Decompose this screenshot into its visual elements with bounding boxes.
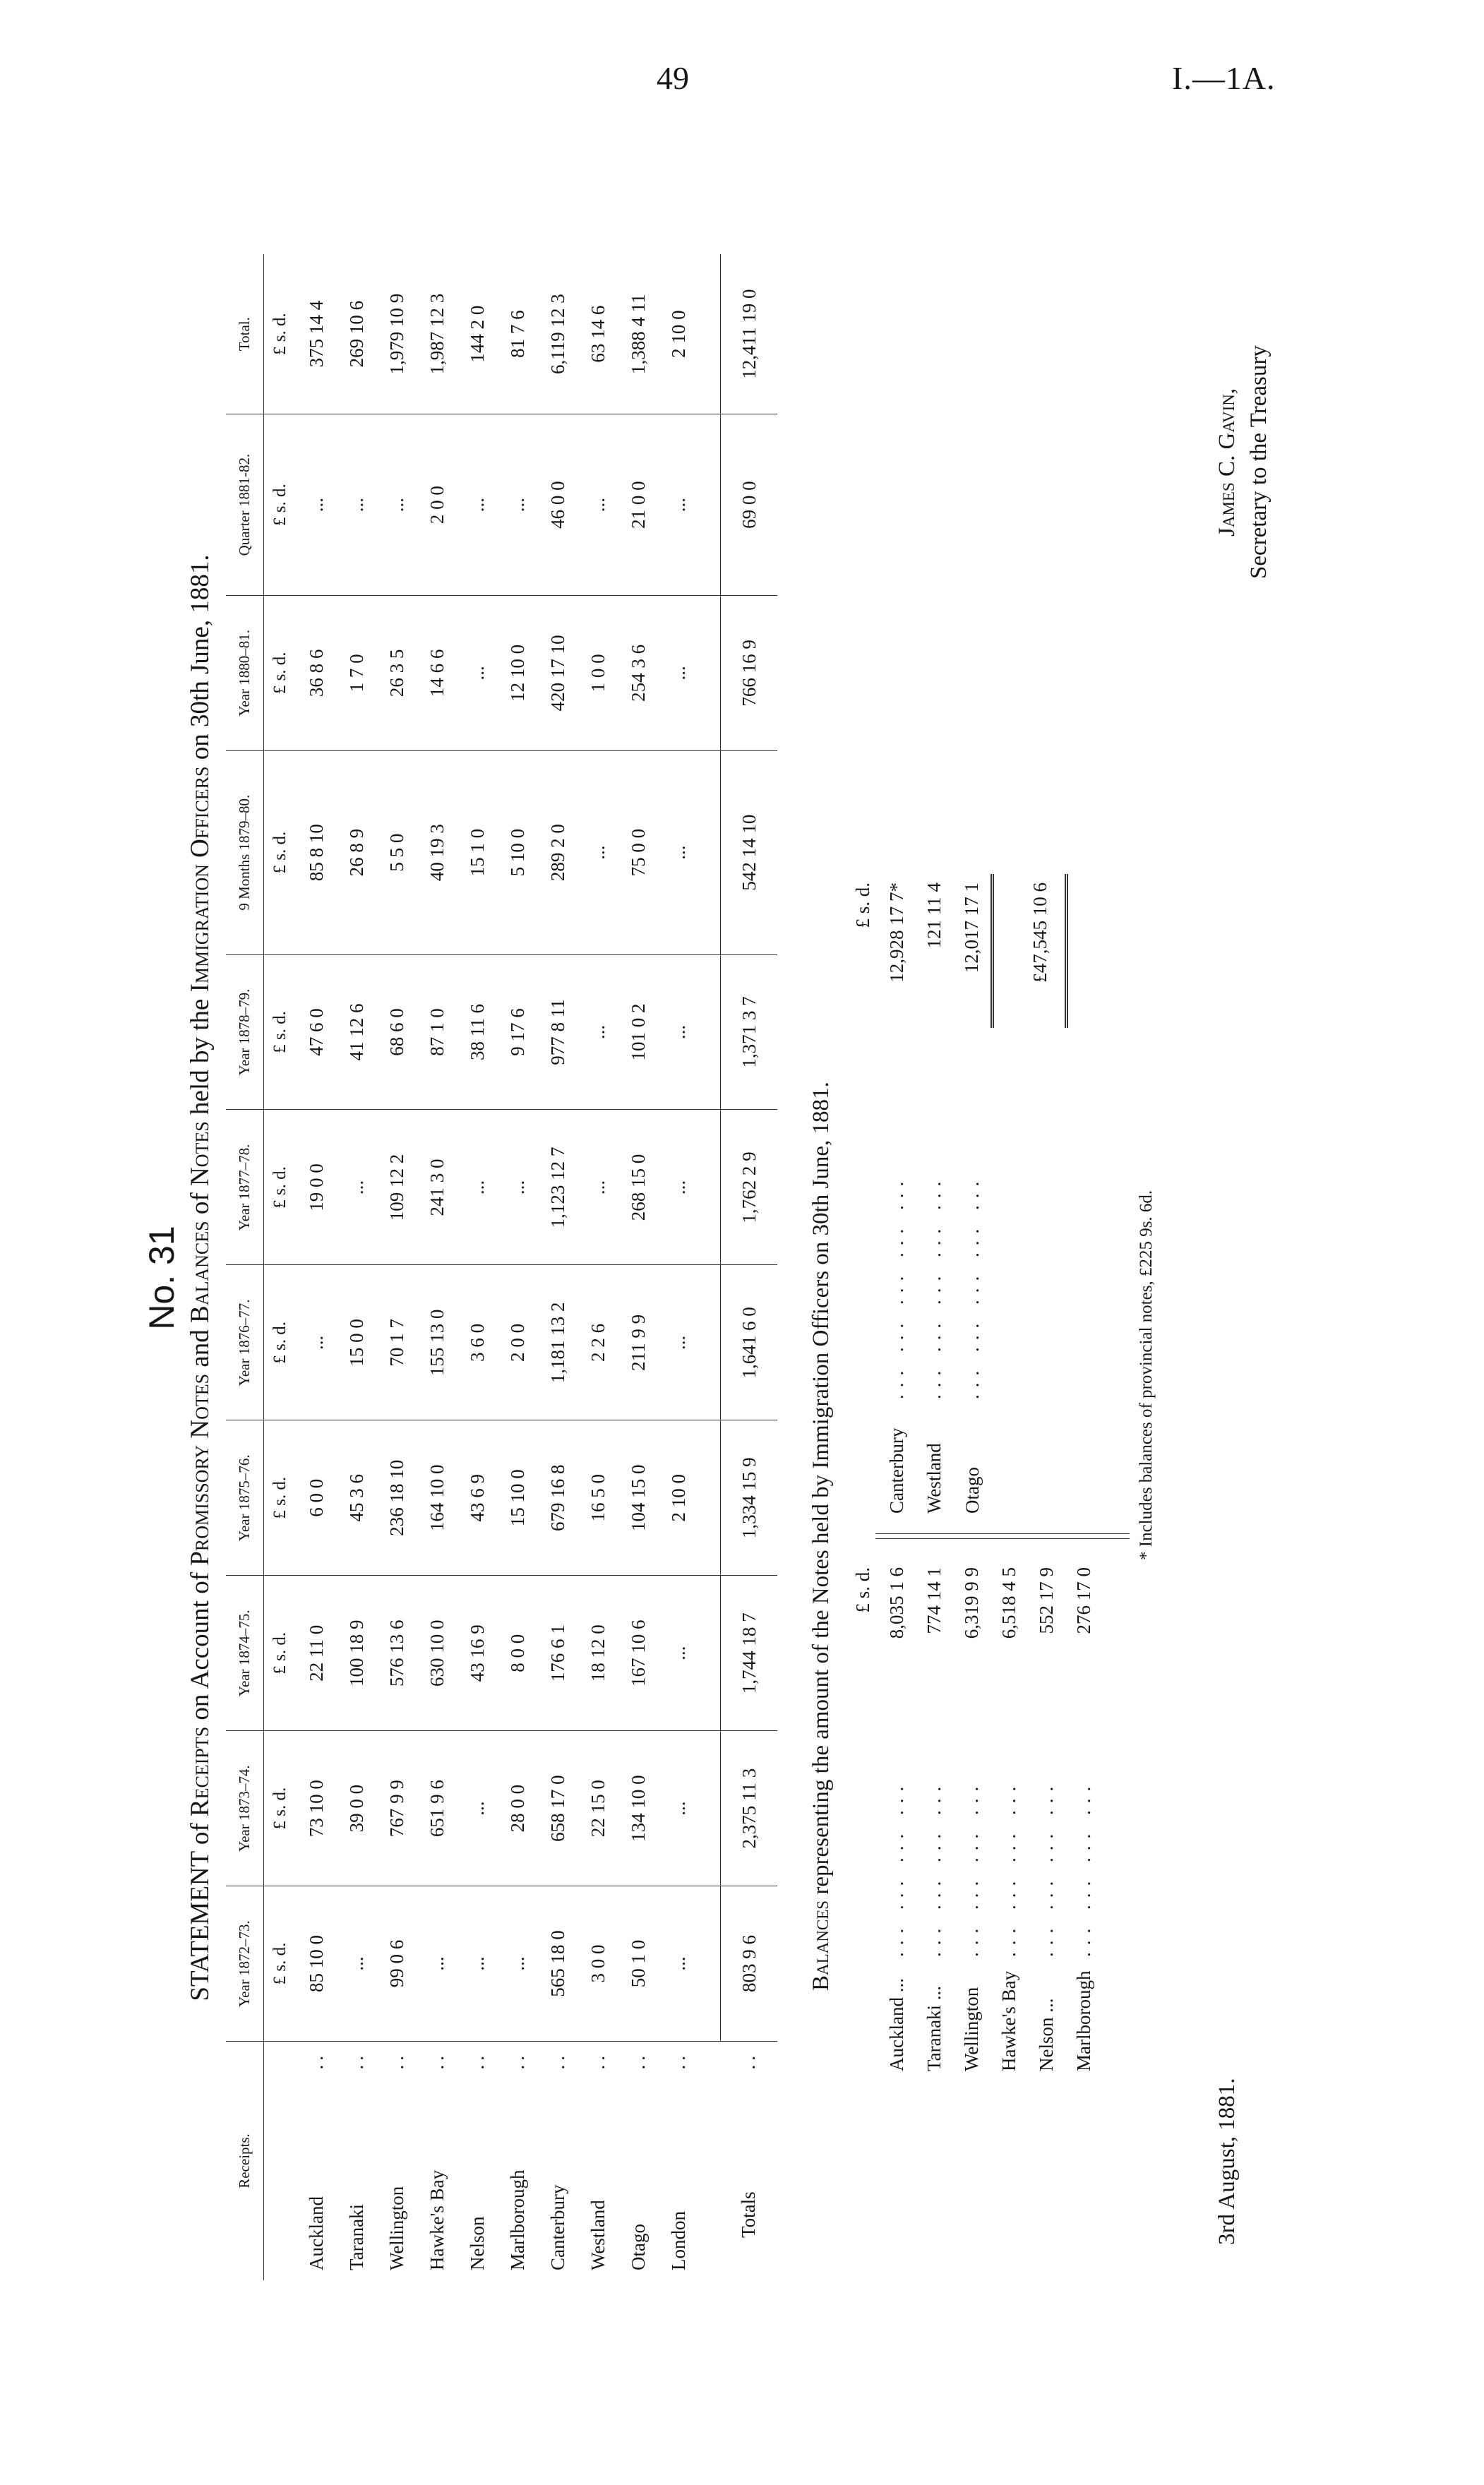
table-cell: 767 9 9 xyxy=(377,1731,417,1886)
table-cell: 50 1 0 xyxy=(618,1886,659,2042)
table-cell: ... xyxy=(659,1731,699,1886)
table-cell: 47 6 0 xyxy=(297,954,337,1110)
table-cell: 420 17 10 xyxy=(538,595,578,750)
table-cell: ... xyxy=(457,414,498,596)
balance-place: Auckland ... xyxy=(886,1978,907,2071)
table-cell: 3 6 0 xyxy=(457,1265,498,1420)
table-cell: 565 18 0 xyxy=(538,1886,578,2042)
row-label: London .. xyxy=(668,2052,689,2270)
table-row xyxy=(618,254,659,2280)
balance-row xyxy=(1065,1556,1103,2076)
table-cell: 1,388 4 11 xyxy=(618,254,659,414)
balance-amount: 12,928 17 7* xyxy=(886,882,907,983)
balance-place: Taranaki ... xyxy=(923,1985,945,2071)
balance-amount: 8,035 1 6 xyxy=(886,1567,907,1639)
table-cell: 211 9 9 xyxy=(618,1265,659,1420)
balance-place: Marlborough xyxy=(1073,1970,1094,2071)
table-cell: 43 6 9 xyxy=(457,1420,498,1576)
units-label: £ s. d. xyxy=(264,254,297,414)
document-reference: I.—1A. xyxy=(1172,60,1276,96)
table-cell: ... xyxy=(297,1265,337,1420)
table-cell: ... xyxy=(377,414,417,596)
table-cell: 3 0 0 xyxy=(578,1886,618,2042)
total-cell: 1,334 15 9 xyxy=(721,1420,778,1576)
table-cell: 576 13 6 xyxy=(377,1576,417,1731)
table-cell: 8 0 0 xyxy=(498,1576,538,1731)
table-row xyxy=(417,254,457,2280)
table-cell: 15 1 0 xyxy=(457,750,498,954)
table-cell: 22 11 0 xyxy=(297,1576,337,1731)
table-cell: ... xyxy=(498,414,538,596)
balance-row xyxy=(1028,1556,1065,2076)
balance-amount: 276 17 0 xyxy=(1073,1567,1094,1634)
table-header-row xyxy=(226,254,264,2280)
table-cell: 43 16 9 xyxy=(457,1576,498,1731)
balances-left-table xyxy=(847,1556,1103,2076)
totals-row xyxy=(721,254,778,2280)
row-label: Westland .. xyxy=(587,2052,609,2270)
table-cell: 15 0 0 xyxy=(337,1265,377,1420)
total-cell: 542 14 10 xyxy=(721,750,778,954)
column-header: Year 1872–73. xyxy=(226,1886,264,2042)
footnote: * Includes balances of provincial notes, £225 9s. 6d. xyxy=(1137,1190,1156,1560)
table-cell: ... xyxy=(457,1886,498,2042)
table-cell: 1,987 12 3 xyxy=(417,254,457,414)
units-label: £ s. d. xyxy=(264,1886,297,2042)
signature-title: Secretary to the Treasury xyxy=(1246,345,1271,579)
table-cell: 144 2 0 xyxy=(457,254,498,414)
balance-place: Westland xyxy=(923,1443,945,1514)
balance-row xyxy=(953,874,993,1518)
table-cell: 658 17 0 xyxy=(538,1731,578,1886)
total-cell: 2,375 11 3 xyxy=(721,1731,778,1886)
column-divider xyxy=(875,1533,1130,1539)
column-header: Year 1880–81. xyxy=(226,595,264,750)
table-cell: ... xyxy=(659,414,699,596)
table-cell: 2 10 0 xyxy=(659,254,699,414)
balance-amount: 121 11 4 xyxy=(923,882,945,949)
column-header: Year 1875–76. xyxy=(226,1420,264,1576)
table-cell: 651 9 6 xyxy=(417,1731,457,1886)
row-label: Otago .. xyxy=(628,2052,649,2270)
total-cell: 766 16 9 xyxy=(721,595,778,750)
leader-dots: ... ... ... ... xyxy=(961,1779,982,1957)
table-cell: 977 8 11 xyxy=(538,954,578,1110)
units-label: £ s. d. xyxy=(264,750,297,954)
leader-dots: ... ... ... ... xyxy=(923,1779,945,1957)
table-cell: ... xyxy=(457,595,498,750)
units-label: £ s. d. xyxy=(264,1265,297,1420)
leader-dots: ... ... ... ... xyxy=(886,1779,907,1957)
page-number: 49 xyxy=(657,60,689,96)
table-cell: 46 0 0 xyxy=(538,414,578,596)
table-cell: 85 8 10 xyxy=(297,750,337,954)
table-cell: 63 14 6 xyxy=(578,254,618,414)
column-header: Year 1878–79. xyxy=(226,954,264,1110)
total-cell: 1,641 6 0 xyxy=(721,1265,778,1420)
table-cell: ... xyxy=(337,1886,377,2042)
balance-amount: 6,518 4 5 xyxy=(998,1567,1019,1639)
table-cell: 41 12 6 xyxy=(337,954,377,1110)
units-label: £ s. d. xyxy=(264,414,297,596)
table-cell: ... xyxy=(457,1731,498,1886)
table-cell: 39 0 0 xyxy=(337,1731,377,1886)
row-label: Canterbury .. xyxy=(547,2052,568,2270)
table-cell: 109 12 2 xyxy=(377,1110,417,1265)
table-cell: 87 1 0 xyxy=(417,954,457,1110)
table-row xyxy=(297,254,337,2280)
table-cell: 21 0 0 xyxy=(618,414,659,596)
table-cell: ... xyxy=(498,1886,538,2042)
total-cell: 1,744 18 7 xyxy=(721,1576,778,1731)
table-cell: 100 18 9 xyxy=(337,1576,377,1731)
table-cell: ... xyxy=(297,414,337,596)
table-cell: 26 8 9 xyxy=(337,750,377,954)
table-cell: 269 10 6 xyxy=(337,254,377,414)
units-label: £ s. d. xyxy=(264,1731,297,1886)
balances-total-row xyxy=(993,874,1067,1518)
units-label: £ s. d. xyxy=(264,954,297,1110)
table-cell: 36 8 6 xyxy=(297,595,337,750)
table-cell: 679 16 8 xyxy=(538,1420,578,1576)
leader-dots: ... ... ... ... xyxy=(1036,1779,1057,1957)
balance-amount: 6,319 9 9 xyxy=(961,1567,982,1639)
table-cell: 19 0 0 xyxy=(297,1110,337,1265)
table-cell: 26 3 5 xyxy=(377,595,417,750)
row-label: Marlborough .. xyxy=(507,2052,528,2270)
table-cell: 5 5 0 xyxy=(377,750,417,954)
balances-left-rows xyxy=(878,1556,1103,2076)
table-cell: ... xyxy=(659,1576,699,1731)
column-header: Quarter 1881-82. xyxy=(226,414,264,596)
table-cell: ... xyxy=(498,1110,538,1265)
table-cell: ... xyxy=(659,595,699,750)
table-row xyxy=(659,254,699,2280)
table-cell: 85 10 0 xyxy=(297,1886,337,2042)
balances-title: Balances representing the amount of the Notes held by Immigration Officers on 30th June, 1881. xyxy=(808,1082,834,1991)
table-cell: ... xyxy=(659,954,699,1110)
table-cell: 167 10 6 xyxy=(618,1576,659,1731)
table-row xyxy=(538,254,578,2280)
table-cell: ... xyxy=(337,1110,377,1265)
table-row xyxy=(337,254,377,2280)
balance-amount: 774 14 1 xyxy=(923,1567,945,1634)
table-cell: ... xyxy=(337,414,377,596)
row-label: Wellington .. xyxy=(386,2052,407,2270)
table-cell: ... xyxy=(659,750,699,954)
table-cell: 22 15 0 xyxy=(578,1731,618,1886)
table-cell: 1 7 0 xyxy=(337,595,377,750)
row-label: Nelson .. xyxy=(467,2052,488,2270)
total-cell: 69 0 0 xyxy=(721,414,778,596)
units-label: £ s. d. xyxy=(264,1576,297,1731)
balance-row xyxy=(878,874,916,1518)
balance-row xyxy=(991,1556,1028,2076)
leader-dots: ... ... ... ... ... xyxy=(962,1174,983,1399)
column-header: Total. xyxy=(226,254,264,414)
total-cell: 1,762 2 9 xyxy=(721,1110,778,1265)
table-row xyxy=(457,254,498,2280)
table-cell: 99 0 6 xyxy=(377,1886,417,2042)
table-cell: 1 0 0 xyxy=(578,595,618,750)
table-cell: 45 3 6 xyxy=(337,1420,377,1576)
table-cell: 12 10 0 xyxy=(498,595,538,750)
table-cell: 101 0 2 xyxy=(618,954,659,1110)
table-cell: 2 0 0 xyxy=(417,414,457,596)
table-cell: 28 0 0 xyxy=(498,1731,538,1886)
balances-right-rows xyxy=(878,874,993,1518)
table-row xyxy=(498,254,538,2280)
table-cell: 6 0 0 xyxy=(297,1420,337,1576)
balance-place: Hawke's Bay xyxy=(998,1970,1019,2071)
table-cell: 375 14 4 xyxy=(297,254,337,414)
table-cell: 241 3 0 xyxy=(417,1110,457,1265)
table-cell: 236 18 10 xyxy=(377,1420,417,1576)
leader-dots: ... ... ... ... ... xyxy=(923,1174,945,1399)
table-cell: 155 13 0 xyxy=(417,1265,457,1420)
table-cell: 70 1 7 xyxy=(377,1265,417,1420)
receipt-rows xyxy=(297,254,699,2280)
rotated-sheet xyxy=(141,127,1313,2301)
table-row xyxy=(377,254,417,2280)
table-cell: ... xyxy=(578,1110,618,1265)
table-cell: 68 6 0 xyxy=(377,954,417,1110)
balance-row xyxy=(878,1556,916,2076)
table-cell: ... xyxy=(417,1886,457,2042)
column-header: Year 1873–74. xyxy=(226,1731,264,1886)
column-header: 9 Months 1879–80. xyxy=(226,750,264,954)
balances-right-table xyxy=(847,874,1068,1518)
leader-dots: ... ... ... ... xyxy=(998,1779,1019,1957)
units-label: £ s. d. xyxy=(851,882,873,928)
table-cell: 134 10 0 xyxy=(618,1731,659,1886)
table-cell: 2 10 0 xyxy=(659,1420,699,1576)
receipts-table xyxy=(226,254,777,2280)
table-cell: 73 10 0 xyxy=(297,1731,337,1886)
units-label: £ s. d. xyxy=(851,1567,873,1613)
table-cell: 38 11 6 xyxy=(457,954,498,1110)
row-label: Taranaki .. xyxy=(346,2052,367,2270)
table-cell: 1,979 10 9 xyxy=(377,254,417,414)
table-cell: ... xyxy=(578,954,618,1110)
balance-row xyxy=(916,874,953,1518)
table-row xyxy=(578,254,618,2280)
column-header: Year 1876–77. xyxy=(226,1265,264,1420)
document-number: No. 31 xyxy=(142,1226,181,1330)
units-row xyxy=(264,254,297,2280)
table-cell: 2 2 6 xyxy=(578,1265,618,1420)
table-cell: ... xyxy=(659,1110,699,1265)
units-label: £ s. d. xyxy=(264,1420,297,1576)
table-cell: 164 10 0 xyxy=(417,1420,457,1576)
units-label: £ s. d. xyxy=(264,595,297,750)
signature-name: James C. Gavin, xyxy=(1214,388,1240,537)
leader-dots: ... ... ... ... xyxy=(1073,1779,1094,1957)
table-cell: 630 10 0 xyxy=(417,1576,457,1731)
table-cell: 176 6 1 xyxy=(538,1576,578,1731)
table-cell: 14 6 6 xyxy=(417,595,457,750)
table-cell: 16 5 0 xyxy=(578,1420,618,1576)
balance-place: Canterbury xyxy=(886,1427,907,1514)
table-cell: 268 15 0 xyxy=(618,1110,659,1265)
table-cell: 6,119 12 3 xyxy=(538,254,578,414)
units-label: £ s. d. xyxy=(264,1110,297,1265)
table-cell: ... xyxy=(659,1265,699,1420)
table-cell: 40 19 3 xyxy=(417,750,457,954)
total-cell: 1,371 3 7 xyxy=(721,954,778,1110)
balances-total: £47,545 10 6 xyxy=(993,874,1067,1028)
column-header: Receipts. xyxy=(226,2042,264,2281)
table-cell: ... xyxy=(659,1886,699,2042)
balance-place: Otago xyxy=(962,1467,983,1514)
table-cell: 9 17 6 xyxy=(498,954,538,1110)
column-header: Year 1874–75. xyxy=(226,1576,264,1731)
table-cell: 2 0 0 xyxy=(498,1265,538,1420)
balance-row xyxy=(916,1556,953,2076)
row-label: Hawke's Bay .. xyxy=(426,2052,448,2270)
table-cell: 254 3 6 xyxy=(618,595,659,750)
table-cell: 104 15 0 xyxy=(618,1420,659,1576)
leader-dots: ... ... ... ... ... xyxy=(886,1174,907,1399)
table-cell: ... xyxy=(578,750,618,954)
table-cell: ... xyxy=(578,414,618,596)
table-cell: 5 10 0 xyxy=(498,750,538,954)
balance-place: Nelson ... xyxy=(1036,1998,1057,2071)
date-line: 3rd August, 1881. xyxy=(1214,2078,1240,2245)
column-header: Year 1877–78. xyxy=(226,1110,264,1265)
table-cell: 75 0 0 xyxy=(618,750,659,954)
table-cell: 289 2 0 xyxy=(538,750,578,954)
balance-place: Wellington xyxy=(961,1987,982,2071)
table-cell: 18 12 0 xyxy=(578,1576,618,1731)
balance-amount: 552 17 9 xyxy=(1036,1567,1057,1634)
balance-amount: 12,017 17 1 xyxy=(953,874,993,1028)
row-label: Auckland .. xyxy=(306,2052,327,2270)
table-cell: ... xyxy=(457,1110,498,1265)
balance-row xyxy=(953,1556,991,2076)
table-cell: 1,123 12 7 xyxy=(538,1110,578,1265)
total-cell: 12,411 19 0 xyxy=(721,254,778,414)
totals-label: Totals .. xyxy=(738,2052,760,2238)
table-cell: 1,181 13 2 xyxy=(538,1265,578,1420)
statement-title: STATEMENT of Receipts on Account of Promissory Notes and Balances of Notes held by the Immigration Officers on 30th June, 1881. xyxy=(186,554,215,2001)
table-cell: 15 10 0 xyxy=(498,1420,538,1576)
table-cell: 81 7 6 xyxy=(498,254,538,414)
total-cell: 803 9 6 xyxy=(721,1886,778,2042)
